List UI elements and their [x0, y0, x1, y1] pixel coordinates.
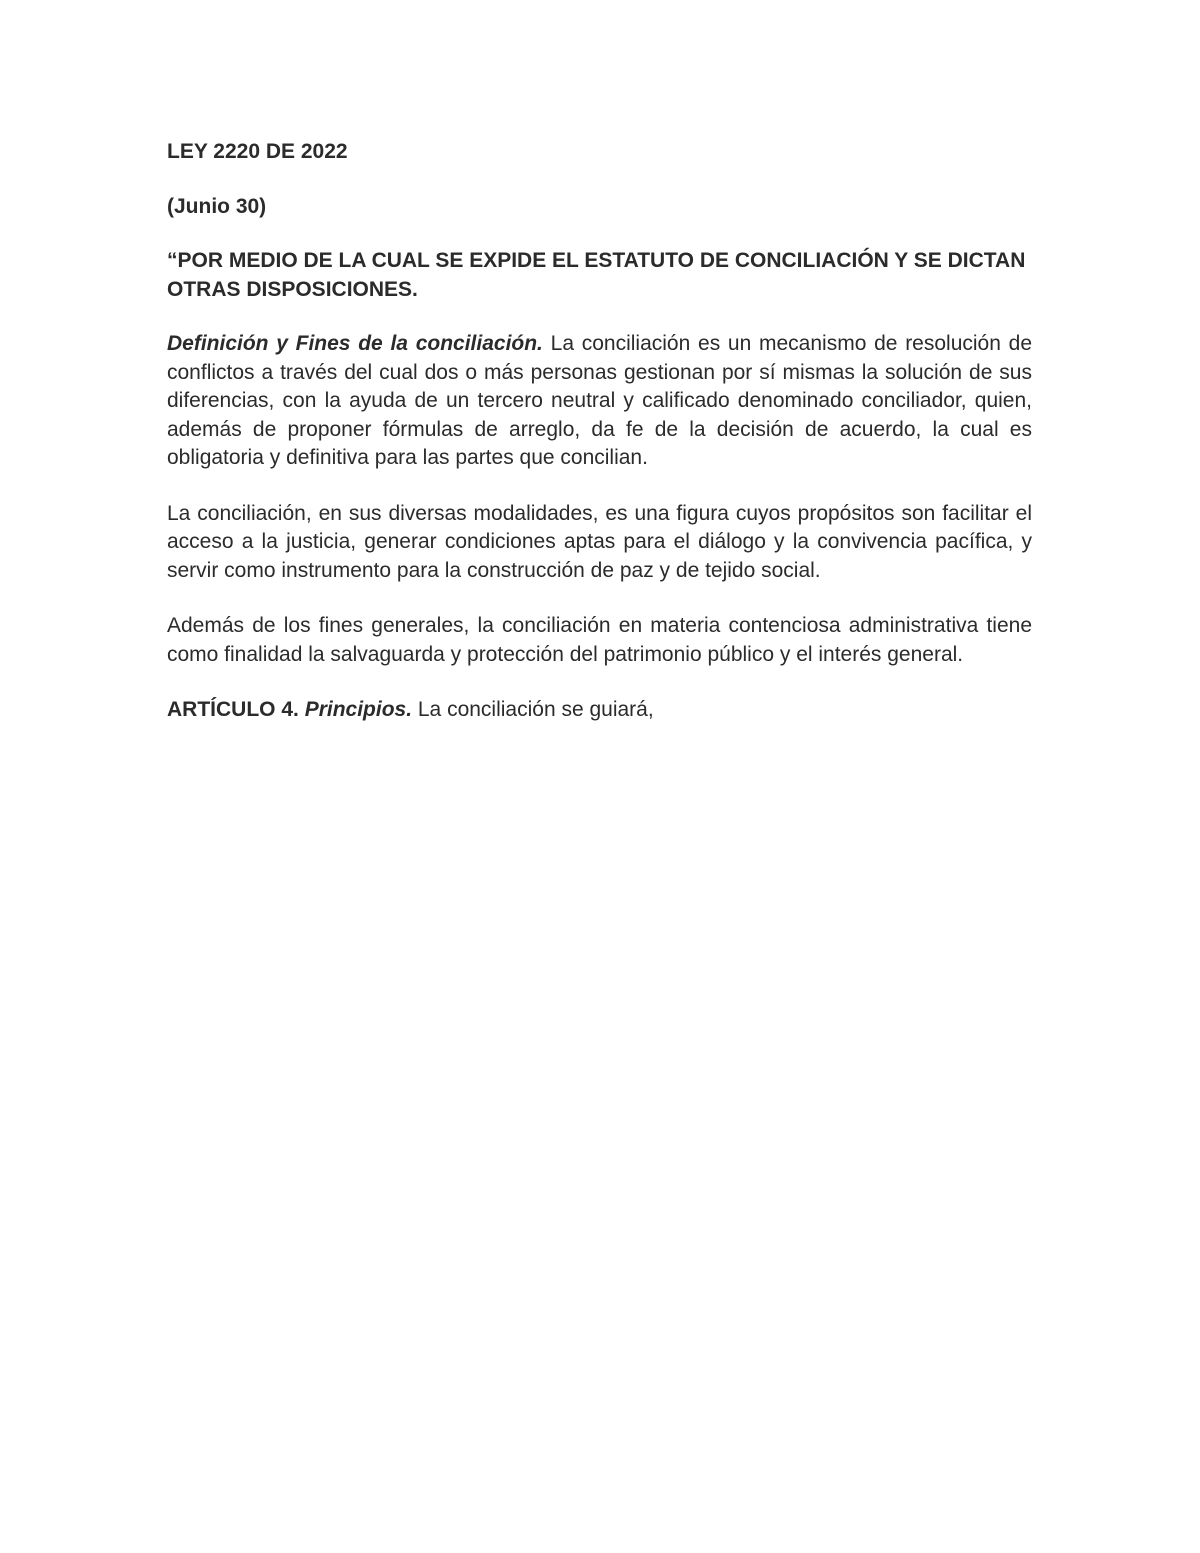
definition-heading: Definición y Fines de la conciliación. — [167, 332, 543, 355]
document-date: (Junio 30) — [167, 194, 267, 218]
definition-text: La conciliación es un mecanismo de resolución de conflictos a través del cual dos o más personas gestionan por sí mismas la solución de sus diferencias, con la ayuda de un tercero neutral y calificado denominado conciliador, quien, además de proponer fórmulas de arreglo, da fe de la decisión de acuerdo, la cual es obligatoria y definitiva para las partes que concilian. — [167, 332, 1032, 469]
article-4-label: ARTÍCULO 4. — [167, 698, 299, 721]
document-subtitle: “POR MEDIO DE LA CUAL SE EXPIDE EL ESTATUTO DE CONCILIACIÓN Y SE DICTAN OTRAS DISPOSICIONES. — [167, 249, 1026, 301]
document-title: LEY 2220 DE 2022 — [167, 140, 348, 163]
purposes-paragraph: La conciliación, en sus diversas modalidades, es una figura cuyos propósitos son facilitar el acceso a la justicia, generar condiciones aptas para el diálogo y la convivencia pacífica, y servir como instrumento para la construcción de paz y de tejido social. — [167, 501, 1032, 582]
administrative-paragraph: Además de los fines generales, la conciliación en materia contenciosa administrativa tiene como finalidad la salvaguarda y protección del patrimonio público y el interés general. — [167, 614, 1032, 666]
definition-paragraph — [167, 330, 1032, 473]
article-4-title: Principios. — [304, 698, 413, 721]
article-4-text: La conciliación se guiará, — [412, 698, 654, 721]
document-page — [167, 138, 1032, 752]
article-4-paragraph — [167, 696, 1032, 725]
